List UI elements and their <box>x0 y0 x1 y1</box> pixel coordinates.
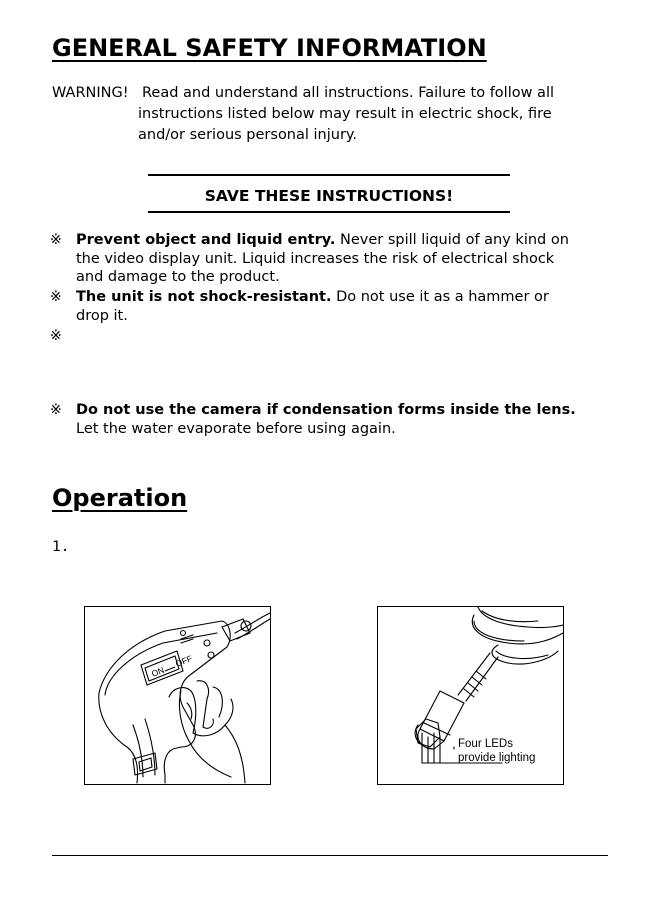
bullet-mark: ※ <box>50 402 62 418</box>
safety-item-2-bold: The unit is not shock-resistant. <box>76 289 332 305</box>
safety-item-1-line-2: the video display unit. Liquid increases the risk of electrical shock <box>76 251 555 267</box>
safety-item-2-line-1 <box>76 288 549 307</box>
bullet-mark: ※ <box>50 232 62 248</box>
warning-line-1: Read and understand all instructions. Failure to follow all <box>142 85 555 101</box>
safety-item-3-bold: Do not use the camera if condensation forms inside the lens. <box>76 402 576 418</box>
step-number-1: 1. <box>52 539 70 555</box>
figure-camera-probe-head <box>377 606 564 785</box>
safety-item-1-rest: Never spill liquid of any kind on <box>339 232 569 248</box>
safety-item-1-bold: Prevent object and liquid entry. <box>76 232 336 248</box>
bullet-mark: ※ <box>50 289 62 305</box>
camera-handle-illustration <box>85 607 270 784</box>
banner-bottom-rule <box>148 211 510 213</box>
footer-rule <box>52 855 608 856</box>
figure-caption-line-2: provide lighting <box>458 752 536 764</box>
safety-item-2-rest: Do not use it as a hammer or <box>336 289 549 305</box>
page-title: GENERAL SAFETY INFORMATION <box>52 34 487 62</box>
figure-camera-handle <box>84 606 271 785</box>
warning-line-3: and/or serious personal injury. <box>138 127 358 143</box>
warning-line-2: instructions listed below may result in electric shock, fire <box>138 106 552 122</box>
bullet-mark: ※ <box>50 328 62 344</box>
safety-item-3-line-2: Let the water evaporate before using again. <box>76 421 396 437</box>
figure-caption-line-1: Four LEDs <box>458 738 513 750</box>
switch-on-label: ON <box>150 664 166 679</box>
operation-heading: Operation <box>52 484 188 512</box>
warning-label: WARNING! <box>52 85 129 101</box>
switch-off-label: OFF <box>174 653 194 669</box>
save-instructions-banner: SAVE THESE INSTRUCTIONS! <box>204 187 454 205</box>
safety-item-2-line-2: drop it. <box>76 308 128 324</box>
safety-item-1-line-3: and damage to the product. <box>76 269 280 285</box>
safety-item-1-line-1 <box>76 231 569 250</box>
banner-top-rule <box>148 174 510 176</box>
switch-indicator <box>165 667 175 671</box>
